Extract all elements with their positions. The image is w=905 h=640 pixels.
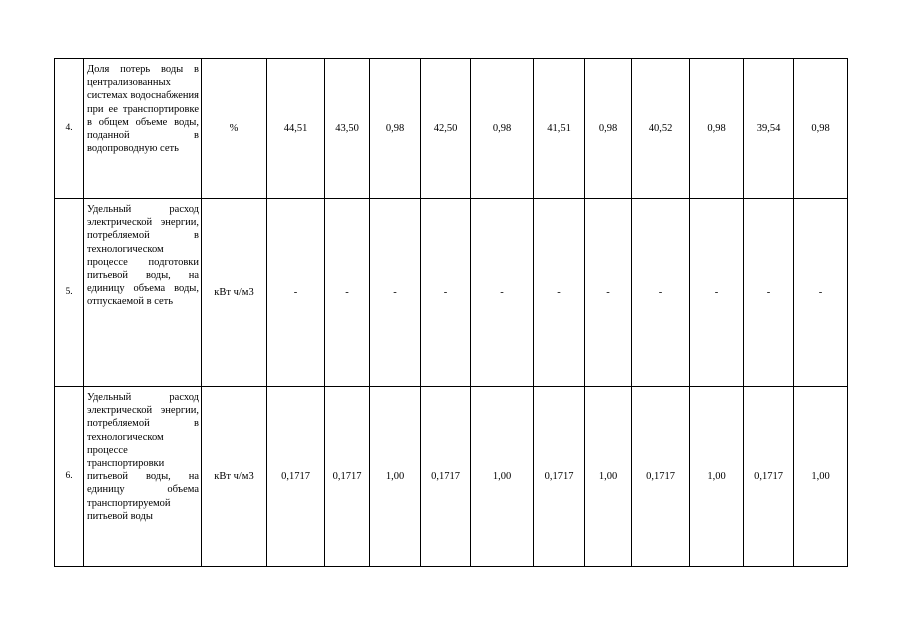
value-cell: - bbox=[744, 199, 794, 387]
value-cell: - bbox=[370, 199, 421, 387]
value-cell: - bbox=[632, 199, 690, 387]
value-cell: 40,52 bbox=[632, 59, 690, 199]
table-row bbox=[55, 199, 848, 387]
value-cell: 0,98 bbox=[585, 59, 632, 199]
value-cell: 41,51 bbox=[534, 59, 585, 199]
value-cell: - bbox=[471, 199, 534, 387]
indicator-description-text: Доля потерь воды в централизованных системах водоснабжения при ее транспортировке в общем объеме воды, поданной в водопроводную сеть bbox=[87, 64, 199, 155]
value-cell: - bbox=[794, 199, 848, 387]
indicator-description-text: Удельный расход электрической энергии, потребляемой в технологическом процессе транспортировки питьевой воды, на единицу объема транспортируемой питьевой воды bbox=[87, 392, 199, 522]
row-number: 5. bbox=[55, 199, 84, 387]
value-cell: 42,50 bbox=[421, 59, 471, 199]
row-number: 4. bbox=[55, 59, 84, 199]
indicator-description-text: Удельный расход электрической энергии, потребляемой в технологическом процессе подготовки питьевой воды, на единицу объема воды, отпускаемой в сеть bbox=[87, 204, 199, 308]
value-cell: - bbox=[585, 199, 632, 387]
value-cell: 0,1717 bbox=[267, 387, 325, 567]
value-cell: 0,1717 bbox=[421, 387, 471, 567]
value-cell: - bbox=[690, 199, 744, 387]
indicator-description bbox=[84, 59, 202, 199]
value-cell: 0,98 bbox=[370, 59, 421, 199]
value-cell: 44,51 bbox=[267, 59, 325, 199]
unit-cell: кВт ч/м3 bbox=[202, 387, 267, 567]
value-cell: 1,00 bbox=[471, 387, 534, 567]
value-cell: 1,00 bbox=[370, 387, 421, 567]
table-row bbox=[55, 59, 848, 199]
indicator-description bbox=[84, 199, 202, 387]
value-cell: 0,1717 bbox=[744, 387, 794, 567]
value-cell: 39,54 bbox=[744, 59, 794, 199]
value-cell: - bbox=[534, 199, 585, 387]
value-cell: - bbox=[421, 199, 471, 387]
unit-cell: кВт ч/м3 bbox=[202, 199, 267, 387]
value-cell: 1,00 bbox=[585, 387, 632, 567]
value-cell: 1,00 bbox=[690, 387, 744, 567]
value-cell: 0,98 bbox=[471, 59, 534, 199]
indicator-description bbox=[84, 387, 202, 567]
value-cell: 43,50 bbox=[325, 59, 370, 199]
value-cell: 0,1717 bbox=[632, 387, 690, 567]
unit-cell: % bbox=[202, 59, 267, 199]
value-cell: 0,1717 bbox=[325, 387, 370, 567]
row-number: 6. bbox=[55, 387, 84, 567]
value-cell: - bbox=[267, 199, 325, 387]
value-cell: 0,98 bbox=[690, 59, 744, 199]
table-row bbox=[55, 387, 848, 567]
indicators-table bbox=[54, 58, 848, 567]
value-cell: 0,1717 bbox=[534, 387, 585, 567]
value-cell: 1,00 bbox=[794, 387, 848, 567]
value-cell: - bbox=[325, 199, 370, 387]
value-cell: 0,98 bbox=[794, 59, 848, 199]
